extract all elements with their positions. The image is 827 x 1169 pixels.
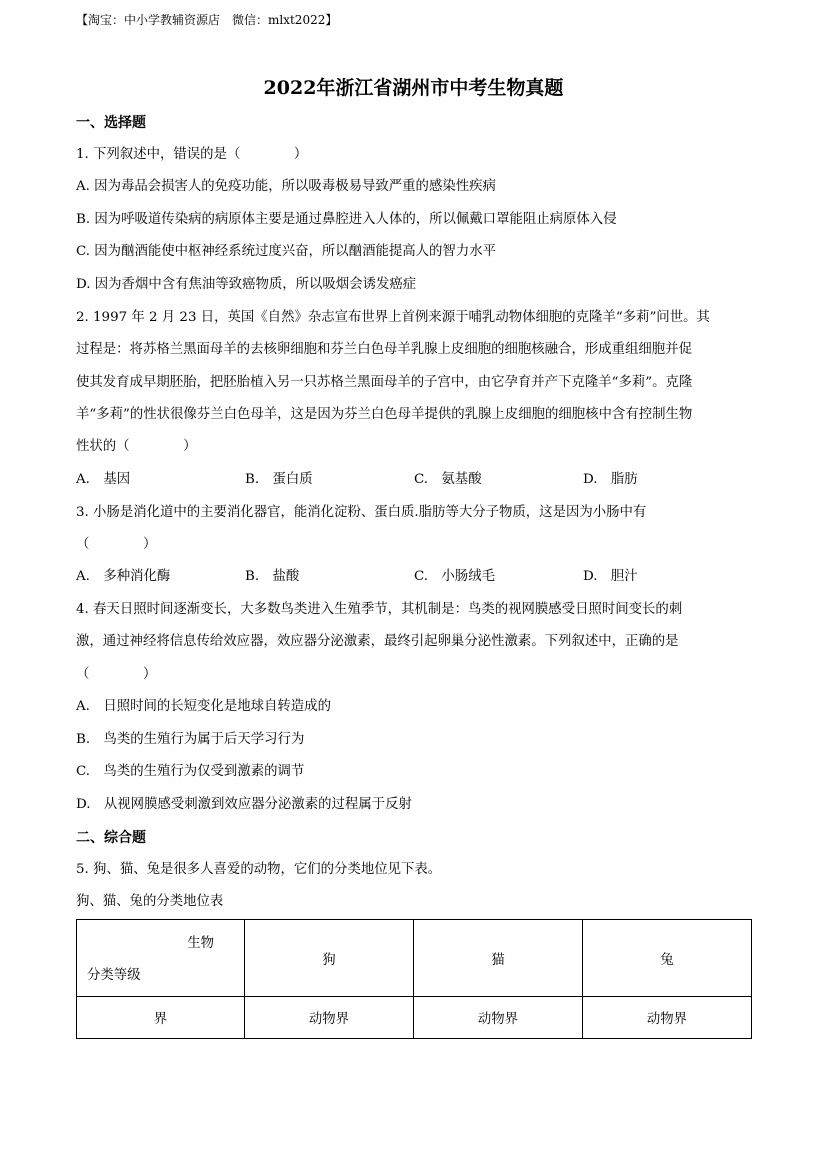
question-2-option-b: B. 蛋白质 bbox=[245, 472, 313, 487]
question-2-line-1: 2. 1997 年 2 月 23 日，英国《自然》杂志宣布世界上首例来源于哺乳动物体细胞的克隆羊“多莉”问世。其 bbox=[76, 310, 710, 325]
question-2-line-3: 使其发育成早期胚胎，把胚胎植入另一只苏格兰黑面母羊的子宫中，由它孕育并产下克隆羊“多莉”。克隆 bbox=[76, 375, 693, 390]
question-1-option-a: A. 因为毒品会损害人的免疫功能，所以吸毒极易导致严重的感染性疾病 bbox=[76, 179, 496, 194]
table-header-cell: 狗 bbox=[245, 920, 414, 997]
section-heading-choice: 一、选择题 bbox=[76, 115, 146, 131]
question-1-stem: 1. 下列叙述中，错误的是（ ） bbox=[76, 147, 308, 162]
table-cell: 动物界 bbox=[245, 997, 414, 1039]
table-corner-cell bbox=[77, 920, 245, 997]
question-2-line-2: 过程是：将苏格兰黑面母羊的去核卵细胞和芬兰白色母羊乳腺上皮细胞的细胞核融合，形成重组细胞并促 bbox=[76, 342, 692, 357]
corner-label-rank: 分类等级 bbox=[87, 968, 141, 983]
question-4-line-2: 激，通过神经将信息传给效应器，效应器分泌激素，最终引起卵巢分泌性激素。下列叙述中，正确的是 bbox=[76, 634, 679, 649]
question-3-option-b: B. 盐酸 bbox=[245, 569, 300, 584]
table-cell: 界 bbox=[77, 997, 245, 1039]
table-cell: 动物界 bbox=[582, 997, 751, 1039]
question-4-line-3: （ ） bbox=[76, 667, 157, 682]
question-4-option-b: B. 鸟类的生殖行为属于后天学习行为 bbox=[76, 732, 305, 747]
question-4-line-1: 4. 春天日照时间逐渐变长，大多数鸟类进入生殖季节，其机制是：鸟类的视网膜感受日照时间变长的刺 bbox=[76, 602, 683, 617]
corner-label-organism: 生物 bbox=[187, 936, 214, 951]
question-4-option-a: A. 日照时间的长短变化是地球自转造成的 bbox=[76, 699, 331, 714]
question-4-option-d: D. 从视网膜感受刺激到效应器分泌激素的过程属于反射 bbox=[76, 797, 412, 812]
table-row bbox=[77, 997, 752, 1039]
question-2-option-d: D. 脂肪 bbox=[583, 472, 638, 487]
question-5-stem: 5. 狗、猫、兔是很多人喜爱的动物，它们的分类地位见下表。 bbox=[76, 862, 442, 877]
table-caption: 狗、猫、兔的分类地位表 bbox=[76, 894, 224, 909]
question-3-option-d: D. 胆汁 bbox=[583, 569, 638, 584]
question-2-line-5: 性状的（ ） bbox=[76, 439, 197, 454]
question-3-line-1: 3. 小肠是消化道中的主要消化器官，能消化淀粉、蛋白质.脂肪等大分子物质，这是因为小肠中有 bbox=[76, 505, 647, 520]
page-header: 【淘宝：中小学教辅资源店 微信：mlxt2022】 bbox=[76, 13, 338, 27]
question-3-option-a: A. 多种消化酶 bbox=[76, 569, 171, 584]
question-3-line-2: （ ） bbox=[76, 537, 157, 552]
classification-table bbox=[76, 919, 752, 1039]
question-1-option-b: B. 因为呼吸道传染病的病原体主要是通过鼻腔进入人体的，所以佩戴口罩能阻止病原体入侵 bbox=[76, 212, 617, 227]
question-3-option-c: C. 小肠绒毛 bbox=[414, 569, 495, 584]
table-header-cell: 猫 bbox=[413, 920, 582, 997]
question-1-option-c: C. 因为酗酒能使中枢神经系统过度兴奋，所以酗酒能提高人的智力水平 bbox=[76, 244, 496, 259]
question-4-option-c: C. 鸟类的生殖行为仅受到激素的调节 bbox=[76, 764, 305, 779]
table-header-row bbox=[77, 920, 752, 997]
question-2-option-a: A. 基因 bbox=[76, 472, 131, 487]
table-header-cell: 兔 bbox=[582, 920, 751, 997]
section-heading-comprehensive: 二、综合题 bbox=[76, 830, 146, 846]
table-cell: 动物界 bbox=[413, 997, 582, 1039]
question-1-option-d: D. 因为香烟中含有焦油等致癌物质，所以吸烟会诱发癌症 bbox=[76, 277, 417, 292]
question-2-option-c: C. 氨基酸 bbox=[414, 472, 482, 487]
page-title: 2022年浙江省湖州市中考生物真题 bbox=[263, 77, 564, 99]
question-2-line-4: 羊“多莉”的性状很像芬兰白色母羊，这是因为芬兰白色母羊提供的乳腺上皮细胞的细胞核中含有控制生物 bbox=[76, 407, 693, 422]
